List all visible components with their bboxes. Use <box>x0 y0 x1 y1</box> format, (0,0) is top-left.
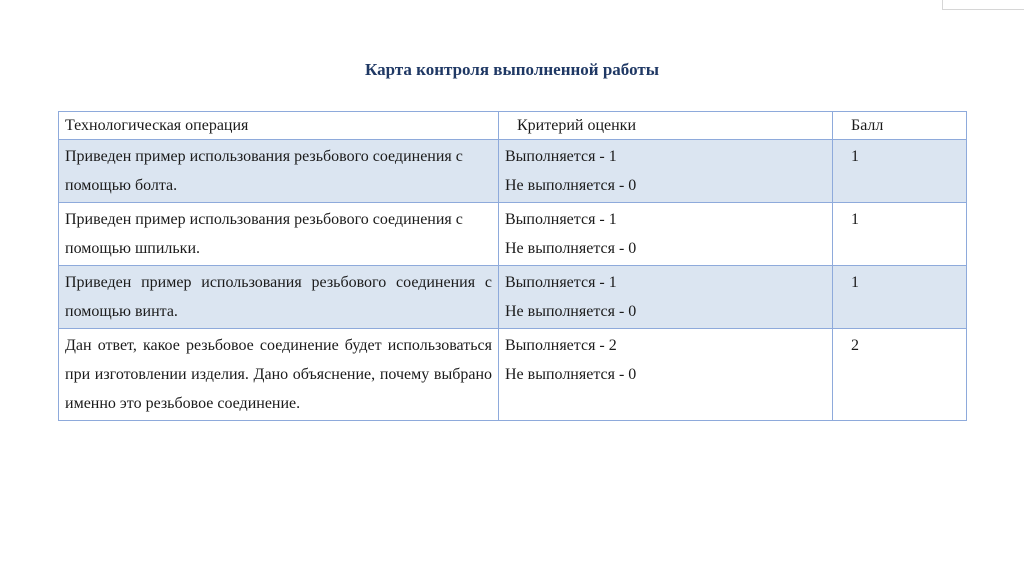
criterion-cell <box>499 203 833 266</box>
score-cell: 1 <box>833 140 967 203</box>
table-row <box>59 140 967 203</box>
criterion-cell <box>499 140 833 203</box>
operation-cell: Приведен пример использования резьбового соединения с помощью винта. <box>59 266 499 329</box>
slide-corner-decoration <box>942 0 1024 10</box>
table-row <box>59 329 967 421</box>
criterion-pass: Выполняется - 1 <box>505 274 617 291</box>
table-row <box>59 203 967 266</box>
table-row <box>59 266 967 329</box>
assessment-table <box>58 111 967 421</box>
score-cell: 1 <box>833 203 967 266</box>
criterion-pass: Выполняется - 2 <box>505 337 617 354</box>
criterion-pass: Выполняется - 1 <box>505 211 617 228</box>
header-score: Балл <box>833 112 967 140</box>
operation-cell: Приведен пример использования резьбового соединения с помощью болта. <box>59 140 499 203</box>
criterion-cell <box>499 329 833 421</box>
score-cell: 1 <box>833 266 967 329</box>
header-criterion: Критерий оценки <box>499 112 833 140</box>
page-title: Карта контроля выполненной работы <box>365 60 659 79</box>
criterion-fail: Не выполняется - 0 <box>505 240 637 257</box>
header-operation: Технологическая операция <box>59 112 499 140</box>
score-cell: 2 <box>833 329 967 421</box>
criterion-cell <box>499 266 833 329</box>
criterion-fail: Не выполняется - 0 <box>505 366 637 383</box>
operation-cell: Дан ответ, какое резьбовое соединение будет использоваться при изготовлении изделия. Дано объяснение, почему выбрано именно это резьбовое соединение. <box>59 329 499 421</box>
criterion-fail: Не выполняется - 0 <box>505 177 637 194</box>
operation-cell: Приведен пример использования резьбового соединения с помощью шпильки. <box>59 203 499 266</box>
criterion-pass: Выполняется - 1 <box>505 148 617 165</box>
table-header-row <box>59 112 967 140</box>
criterion-fail: Не выполняется - 0 <box>505 303 637 320</box>
